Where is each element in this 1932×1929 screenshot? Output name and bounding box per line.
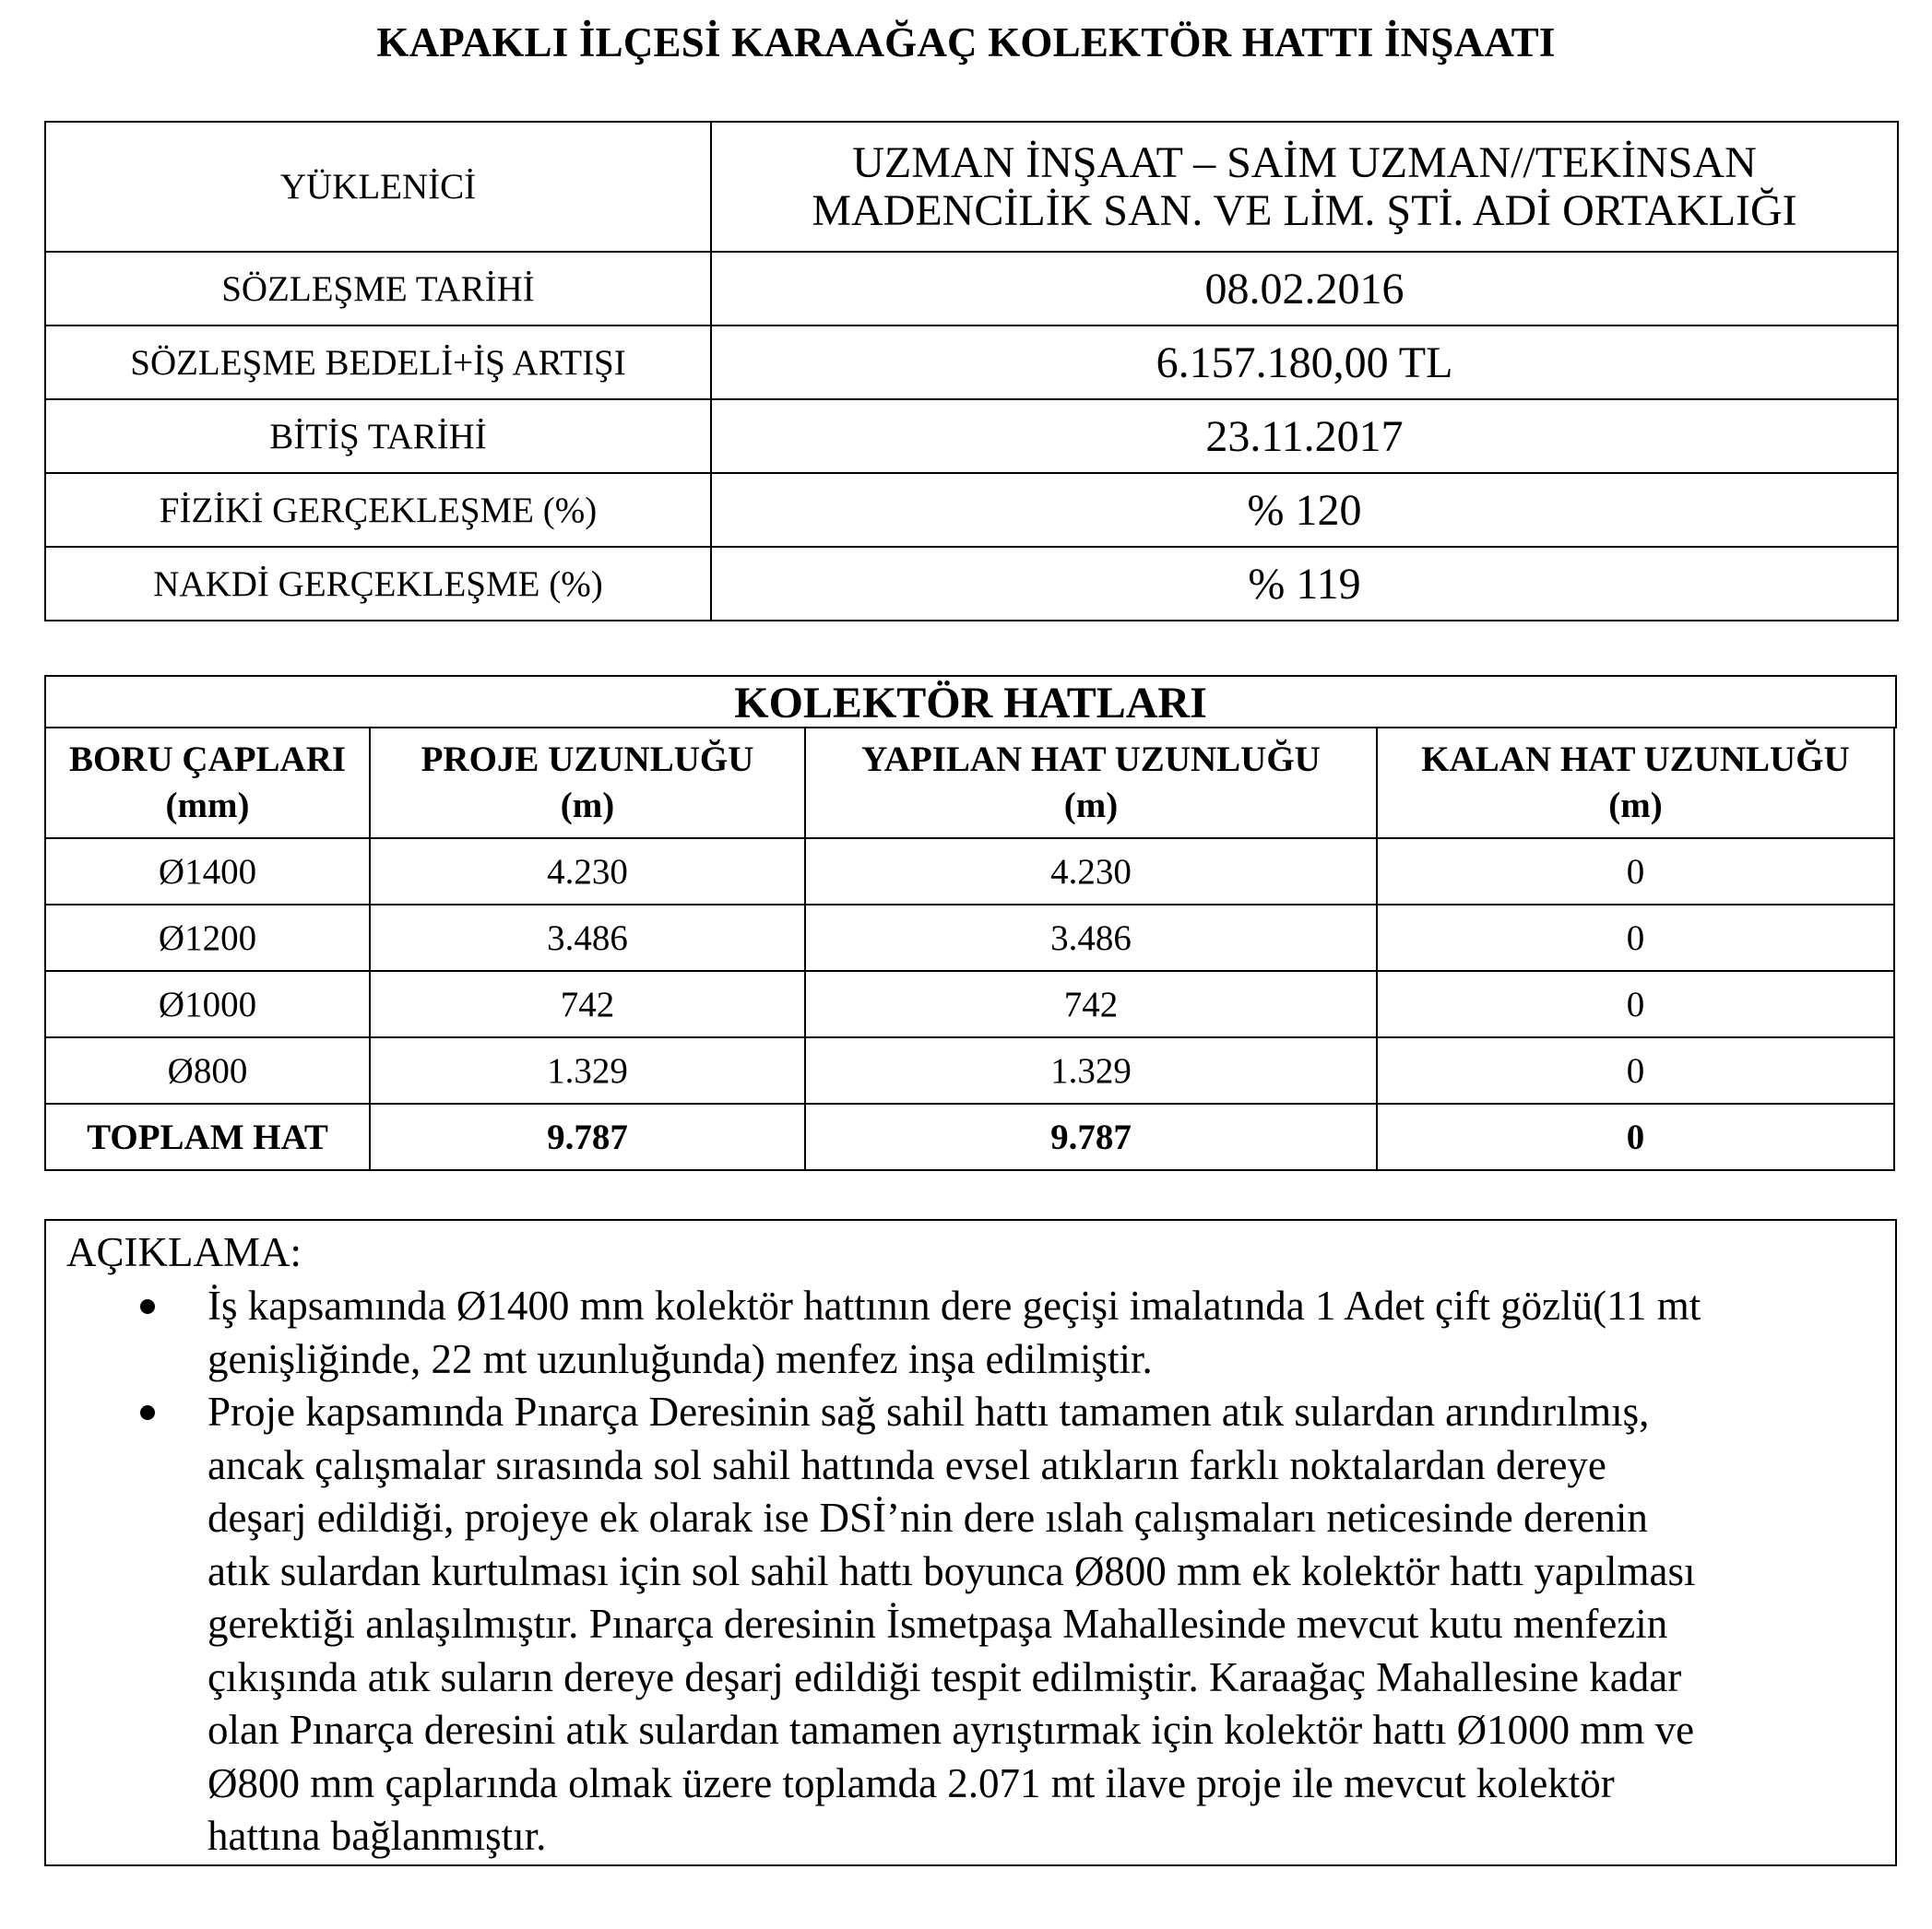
bullet-icon (140, 1405, 155, 1420)
remaining-length-cell: 0 (1377, 905, 1894, 971)
project-summary-table (44, 121, 1899, 621)
summary-row-contract-date (45, 252, 1898, 325)
total-row (45, 1104, 1894, 1170)
physical-progress-value: % 120 (711, 473, 1898, 547)
note-line: genişliğinde, 22 mt uzunluğunda) menfez inşa edilmiştir. (207, 1335, 1153, 1382)
cash-progress-label: NAKDİ GERÇEKLEŞME (%) (45, 547, 711, 621)
column-header-built-length: YAPILAN HAT UZUNLUĞU (m) (805, 728, 1377, 838)
summary-row-physical-progress (45, 473, 1898, 547)
built-length-cell: 4.230 (805, 838, 1377, 905)
explanation-heading: AÇIKLAMA: (66, 1229, 302, 1275)
note-line: İş kapsamında Ø1400 mm kolektör hattının dere geçişi imalatında 1 Adet çift gözlü(11 mt (207, 1283, 1701, 1329)
list-item (46, 1280, 1895, 1386)
table-row (45, 971, 1894, 1037)
remaining-length-cell: 0 (1377, 838, 1894, 905)
column-header-diameter: BORU ÇAPLARI (mm) (45, 728, 370, 838)
note-line: Ø800 mm çaplarında olmak üzere toplamda 2.071 mt ilave proje ile mevcut kolektör (207, 1759, 1615, 1806)
column-header-remaining-length: KALAN HAT UZUNLUĞU (m) (1377, 728, 1894, 838)
note-line: hattına bağlanmıştır. (207, 1813, 547, 1859)
note-line: çıkışında atık suların dereye deşarj edildiği tespit edilmiştir. Karaağaç Mahallesine kadar (207, 1653, 1682, 1700)
note-line: gerektiği anlaşılmıştır. Pınarça deresinin İsmetpaşa Mahallesinde mevcut kutu menfezin (207, 1601, 1668, 1647)
contractor-name-line: MADENCİLİK SAN. VE LİM. ŞTİ. ADİ ORTAKLIĞI (812, 185, 1797, 235)
collector-lines-table (44, 728, 1895, 1171)
contractor-label: YÜKLENİCİ (45, 122, 711, 252)
note-line: Proje kapsamında Pınarça Deresinin sağ sahil hattı tamamen atık sulardan arındırılmış, (207, 1389, 1650, 1435)
remaining-length-cell: 0 (1377, 971, 1894, 1037)
note-line: deşarj edildiği, projeye ek olarak ise DSİ’nin dere ıslah çalışmaları neticesinde derenin (207, 1495, 1648, 1541)
project-length-cell: 4.230 (370, 838, 805, 905)
explanation-list (46, 1280, 1895, 1864)
total-built-length-cell: 9.787 (805, 1104, 1377, 1170)
end-date-label: BİTİŞ TARİHİ (45, 399, 711, 473)
summary-row-cash-progress (45, 547, 1898, 621)
summary-row-contract-amount (45, 325, 1898, 399)
collector-lines-title: KOLEKTÖR HATLARI (44, 675, 1897, 728)
project-length-cell: 3.486 (370, 905, 805, 971)
summary-row-end-date (45, 399, 1898, 473)
total-project-length-cell: 9.787 (370, 1104, 805, 1170)
total-label-cell: TOPLAM HAT (45, 1104, 370, 1170)
note-line: ancak çalışmalar sırasında sol sahil hattında evsel atıkların farklı noktalardan dereye (207, 1441, 1606, 1488)
contractor-value (711, 122, 1898, 252)
built-length-cell: 1.329 (805, 1037, 1377, 1104)
bullet-icon (140, 1299, 155, 1314)
note-line: olan Pınarça deresini atık sulardan tamamen ayrıştırmak için kolektör hattı Ø1000 mm ve (207, 1707, 1695, 1753)
table-row (45, 905, 1894, 971)
project-length-cell: 742 (370, 971, 805, 1037)
contract-amount-label: SÖZLEŞME BEDELİ+İŞ ARTIŞI (45, 325, 711, 399)
table-row (45, 838, 1894, 905)
table-header-row (45, 728, 1894, 838)
cash-progress-value: % 119 (711, 547, 1898, 621)
note-line: atık sulardan kurtulması için sol sahil hattı boyunca Ø800 mm ek kolektör hattı yapılması (207, 1547, 1696, 1594)
column-header-project-length: PROJE UZUNLUĞU (m) (370, 728, 805, 838)
summary-row-contractor (45, 122, 1898, 252)
total-remaining-length-cell: 0 (1377, 1104, 1894, 1170)
contract-amount-value: 6.157.180,00 TL (711, 325, 1898, 399)
end-date-value: 23.11.2017 (711, 399, 1898, 473)
diameter-cell: Ø1200 (45, 905, 370, 971)
physical-progress-label: FİZİKİ GERÇEKLEŞME (%) (45, 473, 711, 547)
table-row (45, 1037, 1894, 1104)
contract-date-label: SÖZLEŞME TARİHİ (45, 252, 711, 325)
diameter-cell: Ø800 (45, 1037, 370, 1104)
remaining-length-cell: 0 (1377, 1037, 1894, 1104)
page-title: KAPAKLI İLÇESİ KARAAĞAÇ KOLEKTÖR HATTI İNŞAATI (376, 19, 1556, 65)
built-length-cell: 742 (805, 971, 1377, 1037)
contract-date-value: 08.02.2016 (711, 252, 1898, 325)
project-length-cell: 1.329 (370, 1037, 805, 1104)
diameter-cell: Ø1000 (45, 971, 370, 1037)
contractor-name-line: UZMAN İNŞAAT – SAİM UZMAN//TEKİNSAN (852, 137, 1757, 187)
explanation-box (44, 1219, 1897, 1866)
built-length-cell: 3.486 (805, 905, 1377, 971)
diameter-cell: Ø1400 (45, 838, 370, 905)
list-item (46, 1386, 1895, 1864)
